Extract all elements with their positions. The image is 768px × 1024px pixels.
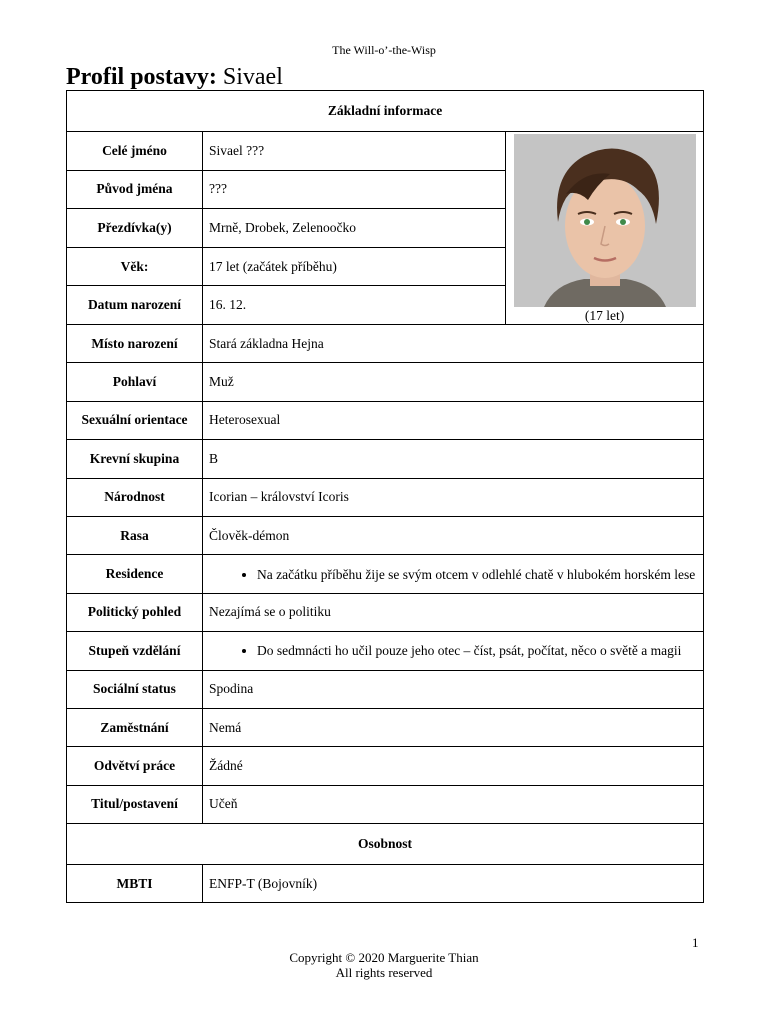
portrait-illustration: [514, 134, 696, 307]
profile-table: [66, 90, 704, 903]
row-value: Nezajímá se o politiku: [203, 593, 704, 631]
row-value: ???: [203, 170, 506, 209]
page-number: 1: [692, 935, 699, 950]
bullet-list: [209, 567, 697, 582]
photo-caption: (17 let): [584, 308, 625, 323]
row-value: 17 let (začátek příběhu): [203, 247, 506, 286]
section-header-personality: Osobnost: [67, 824, 704, 865]
bullet-list: [209, 643, 697, 658]
row-label: Titul/postavení: [67, 785, 203, 823]
row-value: Muž: [203, 363, 704, 401]
row-label: Residence: [67, 555, 203, 593]
row-value-list: [203, 632, 704, 670]
table-row: [67, 555, 704, 593]
row-label: Přezdívka(y): [67, 209, 203, 248]
row-value: ENFP-T (Bojovník): [203, 865, 704, 903]
row-value-list: [203, 555, 704, 593]
row-label: Sociální status: [67, 670, 203, 708]
row-value: Icorian – království Icoris: [203, 478, 704, 516]
table-row: [67, 363, 704, 401]
row-value: Stará základna Hejna: [203, 325, 704, 363]
row-value: Učeň: [203, 785, 704, 823]
row-value: 16. 12.: [203, 286, 506, 325]
row-label: Celé jméno: [67, 132, 203, 171]
row-value: B: [203, 440, 704, 478]
table-row: [67, 865, 704, 903]
page-heading: [66, 62, 283, 92]
table-row: [67, 440, 704, 478]
row-value: Člověk-démon: [203, 516, 704, 554]
row-value: Heterosexual: [203, 401, 704, 439]
row-value: Sivael ???: [203, 132, 506, 171]
table-row: [67, 785, 704, 823]
section-header-basic: Základní informace: [67, 91, 704, 132]
row-label: Krevní skupina: [67, 440, 203, 478]
row-label: Sexuální orientace: [67, 401, 203, 439]
page-heading-label: Profil postavy:: [66, 64, 217, 90]
table-row: [67, 593, 704, 631]
bullet-item: • Do sedmnácti ho učil pouze jeho otec – číst, psát, počítat, něco o světě a magii: [257, 643, 697, 658]
row-label: Datum narození: [67, 286, 203, 325]
table-row: [67, 401, 704, 439]
footer: [0, 950, 768, 980]
row-label: Rasa: [67, 516, 203, 554]
row-value: Žádné: [203, 747, 704, 785]
footer-rights: All rights reserved: [335, 965, 433, 980]
page-heading-name: Sivael: [222, 64, 283, 90]
row-label: Věk:: [67, 247, 203, 286]
row-label: Politický pohled: [67, 593, 203, 631]
photo-cell: [506, 132, 704, 325]
row-value: Mrně, Drobek, Zelenoočko: [203, 209, 506, 248]
table-row: [67, 670, 704, 708]
row-label: Místo narození: [67, 325, 203, 363]
character-portrait: [514, 134, 696, 307]
document-header-title: The Will-o’-the-Wisp: [332, 43, 436, 57]
row-label: MBTI: [67, 865, 203, 903]
table-row: [67, 632, 704, 670]
table-row: [67, 478, 704, 516]
table-row: [67, 708, 704, 746]
row-value: Nemá: [203, 708, 704, 746]
row-label: Pohlaví: [67, 363, 203, 401]
row-label: Zaměstnání: [67, 708, 203, 746]
table-row: [67, 325, 704, 363]
footer-copyright: Copyright © 2020 Marguerite Thian: [289, 950, 479, 965]
table-row: [67, 516, 704, 554]
row-label: Původ jména: [67, 170, 203, 209]
row-value: Spodina: [203, 670, 704, 708]
table-row: [67, 747, 704, 785]
bullet-item: • Na začátku příběhu žije se svým otcem v odlehlé chatě v hlubokém horském lese: [257, 567, 697, 582]
table-row: [67, 132, 704, 171]
row-label: Národnost: [67, 478, 203, 516]
row-label: Stupeň vzdělání: [67, 632, 203, 670]
row-label: Odvětví práce: [67, 747, 203, 785]
